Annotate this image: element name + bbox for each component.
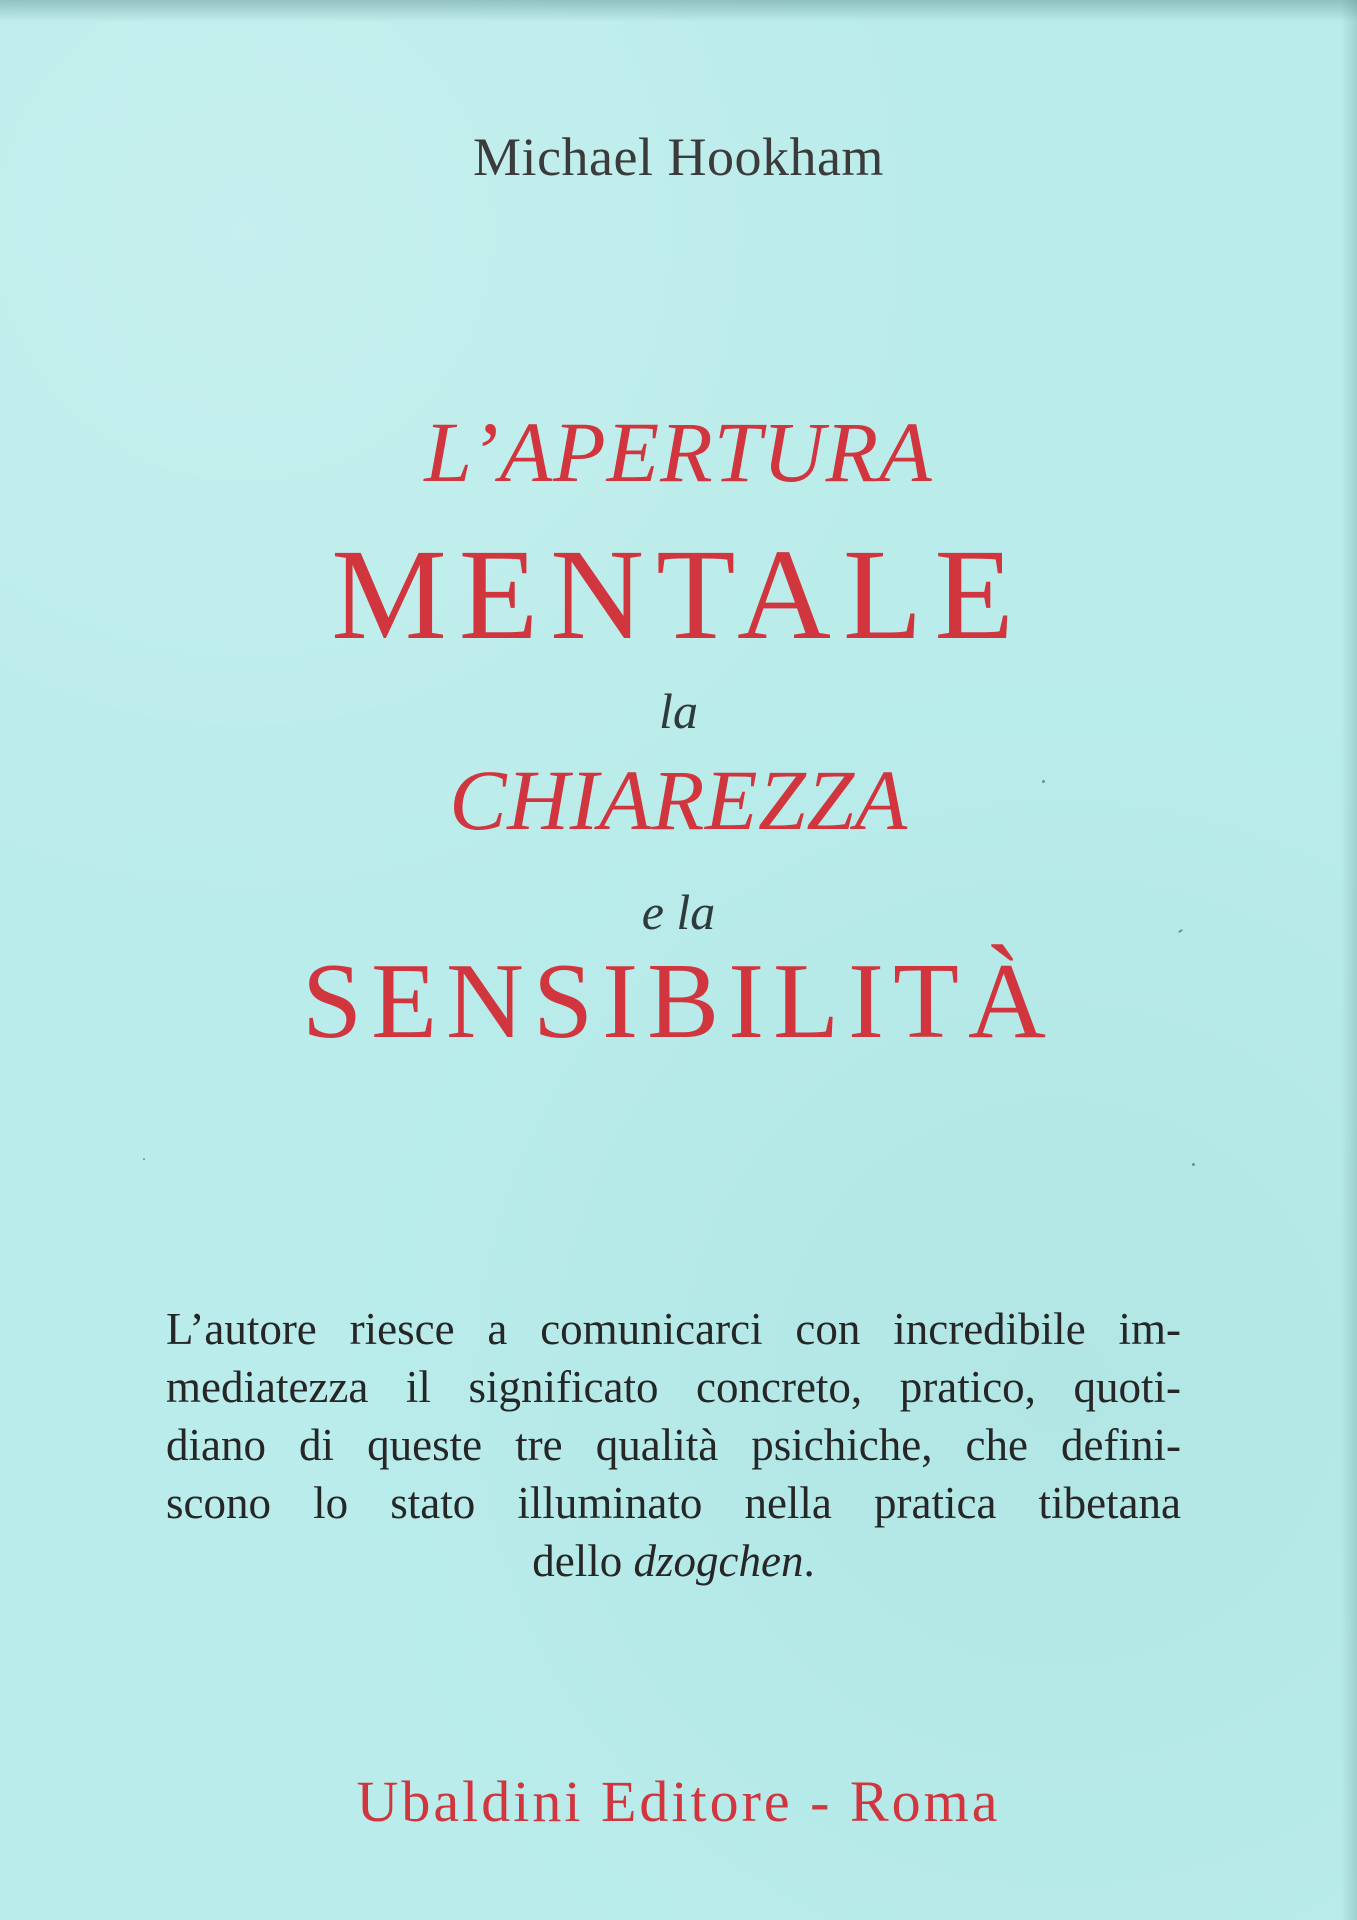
- paper-speck: [1042, 780, 1045, 783]
- title-connector-1: la: [659, 683, 698, 739]
- blurb-line-4: scono lo stato illuminato nella pratica tibetana: [166, 1478, 1181, 1528]
- paper-speck: [143, 1158, 145, 1160]
- blurb-line-5-suffix: .: [803, 1536, 815, 1586]
- blurb-line-2: mediatezza il significato concreto, pratico, quoti-: [166, 1362, 1181, 1412]
- publisher-name: Ubaldini Editore - Roma: [356, 1769, 1001, 1834]
- blurb-line-5: [166, 1532, 1181, 1590]
- title-connector-2: e la: [641, 884, 716, 940]
- blurb-line-5-prefix: dello: [532, 1536, 634, 1586]
- author-name: Michael Hookham: [473, 127, 884, 187]
- title-line-6: SENSIBILITÀ: [302, 942, 1055, 1061]
- cover-blurb: [166, 1300, 1181, 1590]
- title-line-2: MENTALE: [331, 523, 1026, 667]
- paper-speck: [1192, 1163, 1195, 1166]
- blurb-line-1: L’autore riesce a comunicarci con incredibile im-: [166, 1304, 1181, 1354]
- title-line-4: CHIAREZZA: [449, 752, 908, 848]
- blurb-italic-term: dzogchen: [633, 1536, 804, 1586]
- blurb-line-3: diano di queste tre qualità psichiche, che defini-: [166, 1420, 1181, 1470]
- top-shadow-edge: [0, 0, 1357, 22]
- title-line-1: L’APERTURA: [424, 404, 933, 500]
